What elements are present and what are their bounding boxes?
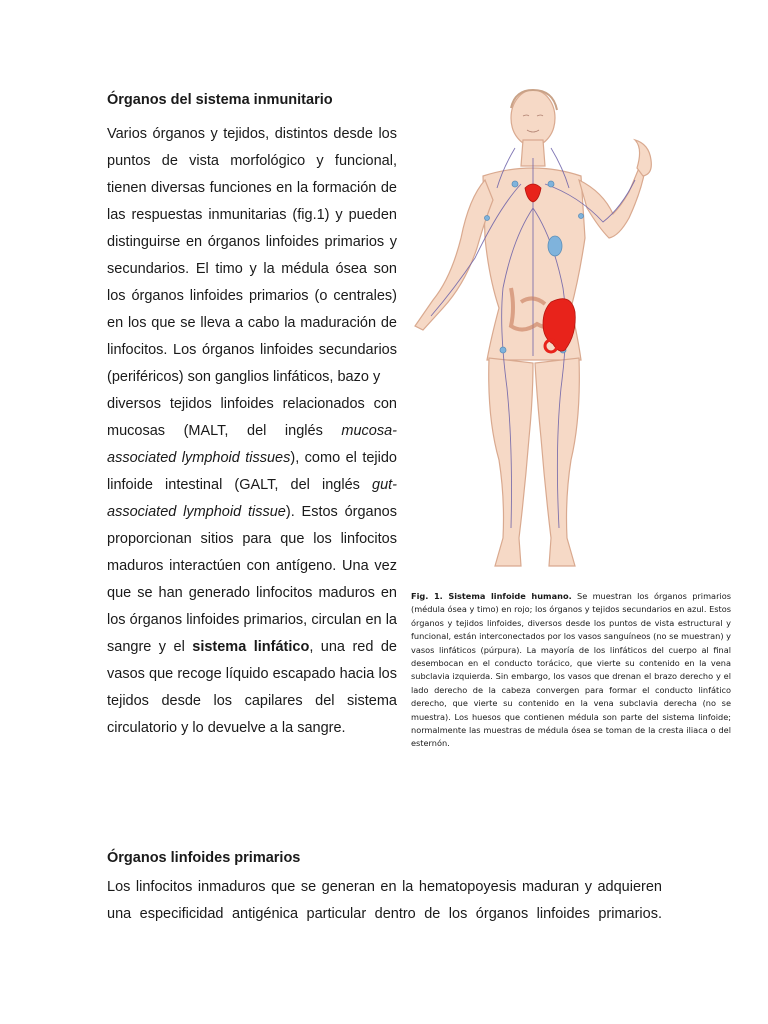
text-run: ). Estos órganos proporcionan sitios para que los linfocitos maduros interactúen con antígeno. Una vez que se han generado linfocitos maduros en los órganos linfoides primarios, circulan en la sangre y el	[107, 504, 397, 655]
italic-term-malt: mucosa-associated lymphoid tissues	[107, 423, 397, 466]
body-text-column	[107, 121, 397, 742]
spleen-shape	[548, 236, 562, 256]
figure-caption	[411, 590, 731, 751]
paragraph-immune-organs-part2	[107, 391, 397, 742]
paragraph-primary-lymphoid-organs	[107, 874, 662, 928]
caption-label: Fig. 1. Sistema linfoide humano.	[411, 591, 572, 601]
paragraph-immune-organs-part1: Varios órganos y tejidos, distintos desde los puntos de vista morfológico y funcional, tienen diversas funciones en la formación de las respuestas inmunitarias (fig.1) y pueden distinguirse en órganos linfoides primarios y secundarios. El timo y la médula ósea son los órganos linfoides primarios (o centrales) en los que se lleva a cabo la maduración de linfocitos. Los órganos linfoides secundarios (periféricos) son ganglios linfáticos, bazo y	[107, 126, 397, 385]
lymphoid-system-illustration	[403, 88, 743, 583]
text-run: diversos tejidos linfoides relacionados con mucosas (MALT, del inglés	[107, 396, 397, 439]
section-heading-immune-organs: Órganos del sistema inmunitario	[107, 92, 333, 108]
paragraph-line: Los linfocitos inmaduros que se generan en la hematopoyesis maduran y adquieren	[107, 879, 662, 895]
italic-term-galt: gut-associated lymphoid tissue	[107, 477, 397, 520]
text-run: , una red de vasos que recoge líquido escapado hacia los tejidos desde los capilares del sistema circulatorio y lo devuelve a la sangre.	[107, 639, 397, 736]
text-run: ), como el tejido linfoide intestinal (GALT, del inglés	[107, 450, 397, 493]
section-heading-primary-lymphoid-organs: Órganos linfoides primarios	[107, 850, 301, 866]
caption-text: Se muestran los órganos primarios (médula ósea y timo) en rojo; los órganos y tejidos secundarios en azul. Estos órganos y tejidos linfoides, diversos desde los puntos de vista estructural y funcional, están interconectados por los vasos sanguíneos (no se muestran) y vasos linfáticos (púrpura). La mayoría de los linfáticos del cuerpo al final desembocan en el conducto torácico, que vierte su contenido en la vena subclavia izquierda. Sin embargo, los vasos que drenan el brazo derecho y el lado derecho de la cabeza convergen para formar el conducto linfático derecho, que vierte su contenido en la vena subclavia derecha (no se muestra). Los huesos que contienen médula son parte del sistema linfoide; normalmente las muestras de médula ósea se toman de la cresta iliaca o del esternón.	[411, 591, 731, 749]
paragraph-line: una especificidad antigénica particular dentro de los órganos linfoides primarios.	[107, 906, 662, 922]
bold-term-lymphatic-system: sistema linfático	[192, 639, 310, 655]
